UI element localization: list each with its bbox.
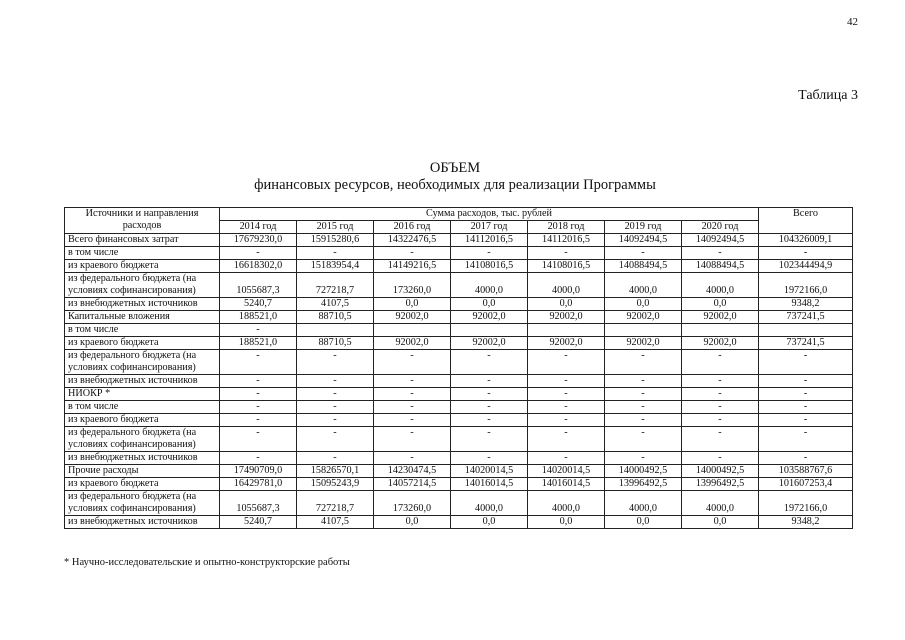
value-cell: 4107,5	[297, 298, 374, 311]
value-cell: 4107,5	[297, 516, 374, 529]
value-cell: -	[374, 388, 451, 401]
table-row	[65, 452, 853, 465]
value-cell: -	[220, 388, 297, 401]
value-cell: -	[220, 401, 297, 414]
total-cell: 9348,2	[759, 516, 853, 529]
value-cell: 14092494,5	[605, 234, 682, 247]
row-label: из краевого бюджета	[65, 337, 220, 350]
total-cell: -	[759, 247, 853, 260]
value-cell: 88710,5	[297, 337, 374, 350]
value-cell: -	[605, 414, 682, 427]
value-cell: 14000492,5	[605, 465, 682, 478]
total-cell: 101607253,4	[759, 478, 853, 491]
value-cell: 0,0	[682, 298, 759, 311]
total-cell: 9348,2	[759, 298, 853, 311]
total-cell: 737241,5	[759, 311, 853, 324]
page-number: 42	[847, 16, 858, 28]
value-cell: -	[220, 427, 297, 452]
value-cell: -	[682, 401, 759, 414]
total-cell	[759, 324, 853, 337]
row-label: из федерального бюджета (на условиях софинансирования)	[65, 491, 220, 516]
table-row	[65, 478, 853, 491]
value-cell: 15915280,6	[297, 234, 374, 247]
value-cell: -	[605, 388, 682, 401]
table-row	[65, 324, 853, 337]
row-label: из внебюджетных источников	[65, 298, 220, 311]
row-label: из внебюджетных источников	[65, 516, 220, 529]
value-cell: 727218,7	[297, 273, 374, 298]
row-label: в том числе	[65, 324, 220, 337]
table-row	[65, 350, 853, 375]
value-cell: -	[220, 350, 297, 375]
value-cell: -	[297, 388, 374, 401]
value-cell: 13996492,5	[605, 478, 682, 491]
total-cell: -	[759, 427, 853, 452]
value-cell	[374, 324, 451, 337]
value-cell: 0,0	[374, 516, 451, 529]
row-label: из краевого бюджета	[65, 414, 220, 427]
value-cell: -	[297, 375, 374, 388]
header-year: 2020 год	[682, 221, 759, 234]
value-cell: -	[682, 388, 759, 401]
value-cell: 5240,7	[220, 516, 297, 529]
value-cell: 14016014,5	[451, 478, 528, 491]
value-cell: -	[297, 350, 374, 375]
value-cell: -	[451, 452, 528, 465]
value-cell: 14149216,5	[374, 260, 451, 273]
value-cell	[451, 324, 528, 337]
value-cell: -	[605, 452, 682, 465]
table-row	[65, 427, 853, 452]
table-row	[65, 260, 853, 273]
value-cell: -	[451, 388, 528, 401]
value-cell: 188521,0	[220, 311, 297, 324]
document-title	[200, 160, 710, 194]
row-label: НИОКР *	[65, 388, 220, 401]
value-cell: 14230474,5	[374, 465, 451, 478]
value-cell: 188521,0	[220, 337, 297, 350]
total-cell: -	[759, 375, 853, 388]
value-cell: 173260,0	[374, 491, 451, 516]
value-cell: 14112016,5	[528, 234, 605, 247]
value-cell: -	[605, 427, 682, 452]
row-label: Капитальные вложения	[65, 311, 220, 324]
value-cell: -	[451, 247, 528, 260]
value-cell: -	[528, 350, 605, 375]
value-cell: 4000,0	[682, 491, 759, 516]
value-cell: -	[682, 350, 759, 375]
value-cell: -	[682, 375, 759, 388]
value-cell: -	[451, 427, 528, 452]
value-cell: 0,0	[374, 298, 451, 311]
value-cell: 92002,0	[374, 337, 451, 350]
value-cell: 0,0	[605, 516, 682, 529]
value-cell: -	[682, 427, 759, 452]
value-cell: 13996492,5	[682, 478, 759, 491]
value-cell: 4000,0	[451, 491, 528, 516]
header-year: 2019 год	[605, 221, 682, 234]
value-cell: -	[374, 452, 451, 465]
value-cell: 14092494,5	[682, 234, 759, 247]
value-cell: 14088494,5	[605, 260, 682, 273]
value-cell: -	[451, 401, 528, 414]
value-cell: -	[297, 401, 374, 414]
total-cell: -	[759, 414, 853, 427]
footnote: * Научно-исследовательские и опытно-конструкторские работы	[64, 557, 350, 568]
value-cell: 14088494,5	[682, 260, 759, 273]
value-cell: 92002,0	[605, 337, 682, 350]
value-cell: 14000492,5	[682, 465, 759, 478]
value-cell: 92002,0	[451, 311, 528, 324]
row-label: Всего финансовых затрат	[65, 234, 220, 247]
value-cell: 17490709,0	[220, 465, 297, 478]
value-cell: 15183954,4	[297, 260, 374, 273]
value-cell: 14108016,5	[451, 260, 528, 273]
row-label: из федерального бюджета (на условиях софинансирования)	[65, 273, 220, 298]
total-cell: -	[759, 452, 853, 465]
value-cell: -	[374, 427, 451, 452]
value-cell: 92002,0	[682, 337, 759, 350]
value-cell: 4000,0	[528, 491, 605, 516]
total-cell: 1972166,0	[759, 491, 853, 516]
value-cell: 14112016,5	[451, 234, 528, 247]
value-cell: -	[451, 350, 528, 375]
value-cell: 14016014,5	[528, 478, 605, 491]
table-body	[65, 234, 853, 529]
value-cell: 14322476,5	[374, 234, 451, 247]
table-row	[65, 388, 853, 401]
value-cell: 0,0	[451, 298, 528, 311]
value-cell: 0,0	[528, 298, 605, 311]
value-cell: 0,0	[528, 516, 605, 529]
value-cell: 92002,0	[605, 311, 682, 324]
table-row	[65, 273, 853, 298]
value-cell: -	[682, 247, 759, 260]
value-cell: 173260,0	[374, 273, 451, 298]
value-cell: -	[528, 247, 605, 260]
total-cell: 1972166,0	[759, 273, 853, 298]
value-cell	[605, 324, 682, 337]
value-cell: -	[297, 414, 374, 427]
value-cell: -	[605, 401, 682, 414]
value-cell: 0,0	[605, 298, 682, 311]
value-cell: -	[528, 427, 605, 452]
value-cell: -	[451, 414, 528, 427]
total-cell: -	[759, 388, 853, 401]
value-cell: 5240,7	[220, 298, 297, 311]
value-cell: -	[374, 401, 451, 414]
value-cell: -	[528, 414, 605, 427]
row-label: в том числе	[65, 247, 220, 260]
table-row	[65, 311, 853, 324]
value-cell: 92002,0	[374, 311, 451, 324]
value-cell: 727218,7	[297, 491, 374, 516]
value-cell: -	[220, 324, 297, 337]
row-label: из краевого бюджета	[65, 478, 220, 491]
value-cell: 92002,0	[528, 337, 605, 350]
table-row	[65, 465, 853, 478]
value-cell: 14057214,5	[374, 478, 451, 491]
row-label: из федерального бюджета (на условиях софинансирования)	[65, 350, 220, 375]
value-cell: 15826570,1	[297, 465, 374, 478]
value-cell: -	[220, 247, 297, 260]
value-cell	[297, 324, 374, 337]
table-row	[65, 375, 853, 388]
header-year: 2017 год	[451, 221, 528, 234]
value-cell: -	[682, 414, 759, 427]
total-cell: -	[759, 401, 853, 414]
table-label: Таблица 3	[798, 88, 858, 103]
value-cell: 92002,0	[682, 311, 759, 324]
value-cell: -	[528, 388, 605, 401]
value-cell: -	[220, 452, 297, 465]
total-cell: 103588767,6	[759, 465, 853, 478]
title-line-1: ОБЪЕМ	[429, 160, 481, 176]
table-row	[65, 298, 853, 311]
header-year: 2018 год	[528, 221, 605, 234]
value-cell: -	[297, 452, 374, 465]
row-label: в том числе	[65, 401, 220, 414]
total-cell: 104326009,1	[759, 234, 853, 247]
table-row	[65, 414, 853, 427]
value-cell: 4000,0	[682, 273, 759, 298]
financing-table	[64, 207, 853, 529]
value-cell: -	[220, 414, 297, 427]
row-label: из краевого бюджета	[65, 260, 220, 273]
table-row	[65, 234, 853, 247]
header-year: 2015 год	[297, 221, 374, 234]
table-row	[65, 337, 853, 350]
header-total-column: Всего	[759, 208, 853, 234]
value-cell: 14020014,5	[451, 465, 528, 478]
row-label: из федерального бюджета (на условиях софинансирования)	[65, 427, 220, 452]
value-cell: 1055687,3	[220, 273, 297, 298]
value-cell: 4000,0	[451, 273, 528, 298]
total-cell: -	[759, 350, 853, 375]
row-label: Прочие расходы	[65, 465, 220, 478]
value-cell: -	[528, 401, 605, 414]
value-cell: -	[528, 452, 605, 465]
value-cell: -	[605, 247, 682, 260]
row-label: из внебюджетных источников	[65, 375, 220, 388]
table-row	[65, 516, 853, 529]
total-cell: 737241,5	[759, 337, 853, 350]
value-cell: -	[374, 414, 451, 427]
value-cell: -	[451, 375, 528, 388]
value-cell: 4000,0	[528, 273, 605, 298]
value-cell: -	[374, 247, 451, 260]
value-cell: -	[374, 375, 451, 388]
value-cell: 0,0	[451, 516, 528, 529]
value-cell: 4000,0	[605, 273, 682, 298]
value-cell: -	[297, 427, 374, 452]
value-cell	[528, 324, 605, 337]
value-cell: 16618302,0	[220, 260, 297, 273]
value-cell: -	[605, 350, 682, 375]
value-cell: 14108016,5	[528, 260, 605, 273]
value-cell: 92002,0	[451, 337, 528, 350]
header-source-column: Источники и направления расходов	[65, 208, 220, 234]
value-cell: 88710,5	[297, 311, 374, 324]
value-cell: 16429781,0	[220, 478, 297, 491]
value-cell: -	[528, 375, 605, 388]
value-cell: -	[374, 350, 451, 375]
value-cell: 15095243,9	[297, 478, 374, 491]
value-cell: 4000,0	[605, 491, 682, 516]
row-label: из внебюджетных источников	[65, 452, 220, 465]
header-year: 2014 год	[220, 221, 297, 234]
value-cell: 92002,0	[528, 311, 605, 324]
value-cell: 14020014,5	[528, 465, 605, 478]
value-cell: 17679230,0	[220, 234, 297, 247]
table-row	[65, 247, 853, 260]
header-year: 2016 год	[374, 221, 451, 234]
table-row	[65, 491, 853, 516]
header-sum-group: Сумма расходов, тыс. рублей	[220, 208, 759, 221]
value-cell	[682, 324, 759, 337]
value-cell: 1055687,3	[220, 491, 297, 516]
value-cell: 0,0	[682, 516, 759, 529]
table-row	[65, 401, 853, 414]
value-cell: -	[297, 247, 374, 260]
value-cell: -	[220, 375, 297, 388]
total-cell: 102344494,9	[759, 260, 853, 273]
value-cell: -	[682, 452, 759, 465]
title-line-2: финансовых ресурсов, необходимых для реализации Программы	[254, 177, 656, 193]
value-cell: -	[605, 375, 682, 388]
